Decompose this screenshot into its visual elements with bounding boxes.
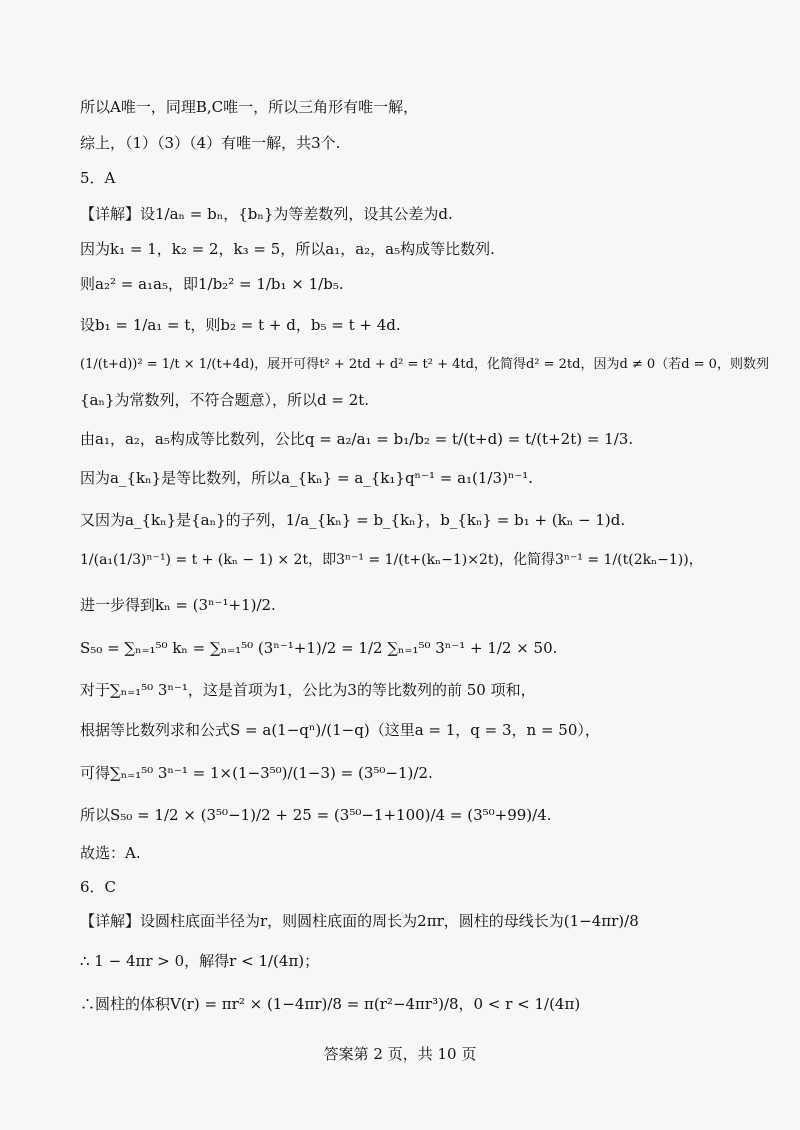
text-line-2: 综上，（1）（3）（4）有唯一解，共3个. <box>80 134 341 152</box>
text-line-23: ∴ 1 − 4πr > 0，解得r < 1/(4π)； <box>80 952 320 970</box>
text-line-18: 可得∑ₙ₌₁⁵⁰ 3ⁿ⁻¹ = 1×(1−3⁵⁰)/(1−3) = (3⁵⁰−1)/2. <box>80 764 433 782</box>
text-line-17: 根据等比数列求和公式S = a(1−qⁿ)/(1−q)（这里a = 1，q = 3，n = 50）， <box>80 721 600 739</box>
text-line-19: 所以S₅₀ = 1/2 × (3⁵⁰−1)/2 + 25 = (3⁵⁰−1+100)/4 = (3⁵⁰+99)/4. <box>80 806 552 824</box>
text-line-13: 1/(a₁(1/3)ⁿ⁻¹) = t + (kₙ − 1) × 2t，即3ⁿ⁻¹ = 1/(t+(kₙ−1)×2t)，化简得3ⁿ⁻¹ = 1/(t(2kₙ−1))， <box>80 552 703 568</box>
text-line-12: 又因为a_{kₙ}是{aₙ}的子列，1/a_{kₙ} = b_{kₙ}，b_{kₙ} = b₁ + (kₙ − 1)d. <box>80 511 626 529</box>
text-line-16: 对于∑ₙ₌₁⁵⁰ 3ⁿ⁻¹，这是首项为1，公比为3的等比数列的前 50 项和， <box>80 681 536 699</box>
text-line-4: 【详解】设1/aₙ = bₙ，{bₙ}为等差数列，设其公差为d. <box>80 205 453 223</box>
text-line-11: 因为a_{kₙ}是等比数列，所以a_{kₙ} = a_{k₁}qⁿ⁻¹ = a₁(1/3)ⁿ⁻¹. <box>80 469 534 487</box>
text-line-1: 所以A唯一，同理B,C唯一，所以三角形有唯一解， <box>80 98 419 116</box>
text-line-20: 故选：A. <box>80 844 141 862</box>
text-line-7: 设b₁ = 1/a₁ = t，则b₂ = t + d，b₅ = t + 4d. <box>80 316 401 334</box>
text-line-8: (1/(t+d))² = 1/t × 1/(t+4d)，展开可得t² + 2td + d² = t² + 4td，化简得d² = 2td，因为d ≠ 0（若d = 0，则数列 <box>80 357 769 372</box>
text-line-5: 因为k₁ = 1，k₂ = 2，k₃ = 5，所以a₁，a₂，a₅构成等比数列. <box>80 240 495 258</box>
text-line-6: 则a₂² = a₁a₅，即1/b₂² = 1/b₁ × 1/b₅. <box>80 275 344 293</box>
text-line-24: ∴圆柱的体积V(r) = πr² × (1−4πr)/8 = π(r²−4πr³)/8，0 < r < 1/(4π) <box>80 995 581 1013</box>
text-line-14: 进一步得到kₙ = (3ⁿ⁻¹+1)/2. <box>80 596 276 614</box>
question-6-answer: 6．C <box>80 878 117 896</box>
text-line-22: 【详解】设圆柱底面半径为r，则圆柱底面的周长为2πr，圆柱的母线长为(1−4πr)/8 <box>80 912 639 930</box>
page-footer: 答案第 2 页，共 10 页 <box>323 1045 477 1063</box>
text-line-15: S₅₀ = ∑ₙ₌₁⁵⁰ kₙ = ∑ₙ₌₁⁵⁰ (3ⁿ⁻¹+1)/2 = 1/2 ∑ₙ₌₁⁵⁰ 3ⁿ⁻¹ + 1/2 × 50. <box>80 639 558 657</box>
text-line-9: {aₙ}为常数列，不符合题意），所以d = 2t. <box>80 391 370 409</box>
text-line-10: 由a₁，a₂，a₅构成等比数列，公比q = a₂/a₁ = b₁/b₂ = t/(t+d) = t/(t+2t) = 1/3. <box>80 430 634 448</box>
question-5-answer: 5．A <box>80 169 116 187</box>
